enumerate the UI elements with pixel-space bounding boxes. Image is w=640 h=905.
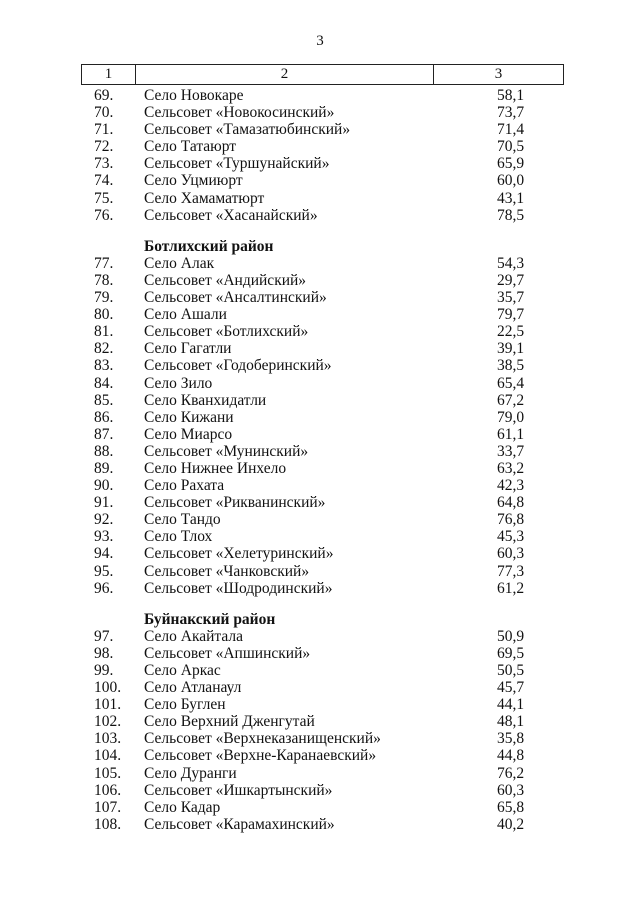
row-number: 86. bbox=[94, 408, 114, 426]
row-value: 64,8 bbox=[497, 494, 525, 512]
table-row bbox=[0, 255, 640, 272]
settlement-name: Сельсовет «Верхнеказанищенский» bbox=[144, 730, 381, 748]
row-value: 42,3 bbox=[497, 477, 525, 495]
settlement-name: Село Кванхидатли bbox=[144, 391, 267, 409]
header-col-2: 2 bbox=[136, 65, 434, 84]
row-value: 79,7 bbox=[497, 306, 525, 324]
row-value: 54,3 bbox=[497, 254, 525, 272]
table-row bbox=[0, 765, 640, 782]
table-row bbox=[0, 190, 640, 207]
row-number: 100. bbox=[94, 679, 122, 697]
row-number: 72. bbox=[94, 138, 114, 156]
section-title-text: Ботлихский район bbox=[144, 237, 274, 255]
row-number: 74. bbox=[94, 172, 114, 190]
settlement-name: Село Татаюрт bbox=[144, 138, 237, 156]
row-number: 98. bbox=[94, 644, 114, 662]
table-row bbox=[0, 782, 640, 799]
row-value: 43,1 bbox=[497, 189, 525, 207]
row-number: 73. bbox=[94, 155, 114, 173]
settlement-name: Село Зило bbox=[144, 374, 213, 392]
row-number: 93. bbox=[94, 528, 114, 546]
settlement-name: Сельсовет «Рикванинский» bbox=[144, 494, 326, 512]
settlement-name: Село Акайтала bbox=[144, 627, 244, 645]
settlement-name: Сельсовет «Апшинский» bbox=[144, 644, 311, 662]
settlement-name: Сельсовет «Новокосинский» bbox=[144, 104, 335, 122]
row-value: 77,3 bbox=[497, 562, 525, 580]
table-body bbox=[0, 87, 640, 833]
settlement-name: Сельсовет «Хелетуринский» bbox=[144, 545, 334, 563]
row-number: 91. bbox=[94, 494, 114, 512]
row-number: 79. bbox=[94, 289, 114, 307]
table-row bbox=[0, 104, 640, 121]
page-number: 3 bbox=[316, 33, 324, 49]
row-value: 79,0 bbox=[497, 408, 525, 426]
settlement-name: Село Уцмиюрт bbox=[144, 172, 243, 190]
row-number: 76. bbox=[94, 206, 114, 224]
table-row bbox=[0, 696, 640, 713]
table-row bbox=[0, 87, 640, 104]
row-value: 65,9 bbox=[497, 155, 525, 173]
table-row bbox=[0, 340, 640, 357]
row-value: 22,5 bbox=[497, 323, 525, 341]
row-number: 69. bbox=[94, 87, 114, 104]
row-number: 85. bbox=[94, 391, 114, 409]
table-row bbox=[0, 138, 640, 155]
settlement-name: Село Дуранги bbox=[144, 764, 237, 782]
row-value: 35,8 bbox=[497, 730, 525, 748]
table-row bbox=[0, 645, 640, 662]
row-number: 92. bbox=[94, 511, 114, 529]
settlement-name: Село Тандо bbox=[144, 511, 221, 529]
table-row bbox=[0, 477, 640, 494]
table-row bbox=[0, 662, 640, 679]
row-number: 106. bbox=[94, 781, 122, 799]
header-col-3: 3 bbox=[494, 66, 503, 82]
table-row bbox=[0, 392, 640, 409]
settlement-name: Сельсовет «Ботлихский» bbox=[144, 323, 309, 341]
settlement-name: Сельсовет «Ансалтинский» bbox=[144, 289, 327, 307]
row-value: 65,8 bbox=[497, 798, 525, 816]
row-value: 38,5 bbox=[497, 357, 525, 375]
row-value: 67,2 bbox=[497, 391, 525, 409]
table-row bbox=[0, 323, 640, 340]
row-number: 80. bbox=[94, 306, 114, 324]
table-row bbox=[0, 528, 640, 545]
settlement-name: Сельсовет «Чанковский» bbox=[144, 562, 310, 580]
table-row bbox=[0, 155, 640, 172]
row-value: 29,7 bbox=[497, 271, 525, 289]
settlement-name: Село Тлох bbox=[144, 528, 213, 546]
row-value: 39,1 bbox=[497, 340, 525, 358]
settlement-name: Село Нижнее Инхело bbox=[144, 459, 287, 477]
table-row bbox=[0, 426, 640, 443]
table-row bbox=[0, 121, 640, 138]
settlement-name: Село Атланаул bbox=[144, 679, 242, 697]
row-number: 71. bbox=[94, 121, 114, 139]
table-row bbox=[0, 289, 640, 306]
row-number: 84. bbox=[94, 374, 114, 392]
settlement-name: Сельсовет «Андийский» bbox=[144, 271, 307, 289]
section-title-text: Буйнакский район bbox=[144, 610, 276, 628]
settlement-name: Село Аркас bbox=[144, 662, 221, 679]
row-value: 61,2 bbox=[497, 579, 525, 597]
section-title-botlikh bbox=[0, 238, 640, 255]
row-value: 50,9 bbox=[497, 627, 525, 645]
row-value: 48,1 bbox=[497, 713, 525, 731]
row-value: 61,1 bbox=[497, 425, 525, 443]
table-row bbox=[0, 747, 640, 764]
row-number: 88. bbox=[94, 442, 114, 460]
group-buynaksk bbox=[0, 628, 640, 833]
row-number: 97. bbox=[94, 627, 114, 645]
row-number: 75. bbox=[94, 189, 114, 207]
row-number: 78. bbox=[94, 271, 114, 289]
settlement-name: Село Верхний Дженгутай bbox=[144, 713, 315, 731]
settlement-name: Село Рахата bbox=[144, 477, 225, 495]
row-value: 65,4 bbox=[497, 374, 525, 392]
table-row bbox=[0, 799, 640, 816]
settlement-name: Село Новокаре bbox=[144, 87, 244, 104]
table-row bbox=[0, 272, 640, 289]
row-number: 83. bbox=[94, 357, 114, 375]
row-number: 89. bbox=[94, 459, 114, 477]
row-value: 40,2 bbox=[497, 815, 525, 833]
row-number: 95. bbox=[94, 562, 114, 580]
row-value: 60,3 bbox=[497, 781, 525, 799]
table-row bbox=[0, 628, 640, 645]
settlement-name: Сельсовет «Ишкартынский» bbox=[144, 781, 333, 799]
row-value: 69,5 bbox=[497, 644, 525, 662]
settlement-name: Село Миарсо bbox=[144, 425, 233, 443]
row-number: 102. bbox=[94, 713, 122, 731]
table-row bbox=[0, 443, 640, 460]
settlement-name: Село Буглен bbox=[144, 696, 226, 714]
section-spacer bbox=[0, 597, 640, 611]
row-number: 96. bbox=[94, 579, 114, 597]
table-row bbox=[0, 580, 640, 597]
group-novokare bbox=[0, 87, 640, 224]
row-number: 90. bbox=[94, 477, 114, 495]
settlement-name: Село Ашали bbox=[144, 306, 227, 324]
row-number: 103. bbox=[94, 730, 122, 748]
settlement-name: Село Кадар bbox=[144, 798, 221, 816]
row-value: 44,8 bbox=[497, 747, 525, 765]
section-title-buynaksk bbox=[0, 611, 640, 628]
row-number: 99. bbox=[94, 662, 114, 679]
row-number: 107. bbox=[94, 798, 122, 816]
settlement-name: Сельсовет «Годоберинский» bbox=[144, 357, 332, 375]
settlement-name: Сельсовет «Карамахинский» bbox=[144, 815, 335, 833]
row-value: 35,7 bbox=[497, 289, 525, 307]
table-row bbox=[0, 679, 640, 696]
table-row bbox=[0, 816, 640, 833]
row-value: 60,3 bbox=[497, 545, 525, 563]
settlement-name: Село Алак bbox=[144, 254, 215, 272]
row-value: 45,7 bbox=[497, 679, 525, 697]
row-value: 76,8 bbox=[497, 511, 525, 529]
row-number: 108. bbox=[94, 815, 122, 833]
row-value: 71,4 bbox=[497, 121, 525, 139]
row-number: 87. bbox=[94, 425, 114, 443]
table-row bbox=[0, 713, 640, 730]
row-number: 81. bbox=[94, 323, 114, 341]
section-spacer bbox=[0, 224, 640, 238]
row-value: 58,1 bbox=[497, 87, 525, 104]
settlement-name: Сельсовет «Туршунайский» bbox=[144, 155, 330, 173]
header-col-1: 1 bbox=[82, 65, 136, 84]
settlement-name: Сельсовет «Шодродинский» bbox=[144, 579, 333, 597]
settlement-name: Село Хамаматюрт bbox=[144, 189, 265, 207]
table-row bbox=[0, 563, 640, 580]
row-value: 50,5 bbox=[497, 662, 525, 679]
table-row bbox=[0, 207, 640, 224]
table-row bbox=[0, 375, 640, 392]
group-botlikh bbox=[0, 255, 640, 597]
settlement-name: Село Кижани bbox=[144, 408, 234, 426]
row-number: 82. bbox=[94, 340, 114, 358]
table-header bbox=[81, 64, 564, 85]
row-value: 60,0 bbox=[497, 172, 525, 190]
settlement-name: Село Гагатли bbox=[144, 340, 232, 358]
row-number: 104. bbox=[94, 747, 122, 765]
row-number: 77. bbox=[94, 254, 114, 272]
row-value: 76,2 bbox=[497, 764, 525, 782]
row-value: 45,3 bbox=[497, 528, 525, 546]
row-value: 44,1 bbox=[497, 696, 525, 714]
row-number: 94. bbox=[94, 545, 114, 563]
settlement-name: Сельсовет «Хасанайский» bbox=[144, 206, 318, 224]
row-value: 63,2 bbox=[497, 459, 525, 477]
row-value: 78,5 bbox=[497, 206, 525, 224]
table-row bbox=[0, 306, 640, 323]
table-row bbox=[0, 460, 640, 477]
table-row bbox=[0, 172, 640, 189]
table-row bbox=[0, 357, 640, 374]
table-row bbox=[0, 545, 640, 562]
settlement-name: Сельсовет «Мунинский» bbox=[144, 442, 309, 460]
table-row bbox=[0, 511, 640, 528]
settlement-name: Сельсовет «Верхне-Каранаевский» bbox=[144, 747, 377, 765]
settlement-name: Сельсовет «Тамазатюбинский» bbox=[144, 121, 351, 139]
table-row bbox=[0, 730, 640, 747]
row-number: 105. bbox=[94, 764, 122, 782]
row-value: 70,5 bbox=[497, 138, 525, 156]
row-number: 70. bbox=[94, 104, 114, 122]
row-value: 73,7 bbox=[497, 104, 525, 122]
row-number: 101. bbox=[94, 696, 122, 714]
row-value: 33,7 bbox=[497, 442, 525, 460]
table-row bbox=[0, 494, 640, 511]
table-row bbox=[0, 409, 640, 426]
